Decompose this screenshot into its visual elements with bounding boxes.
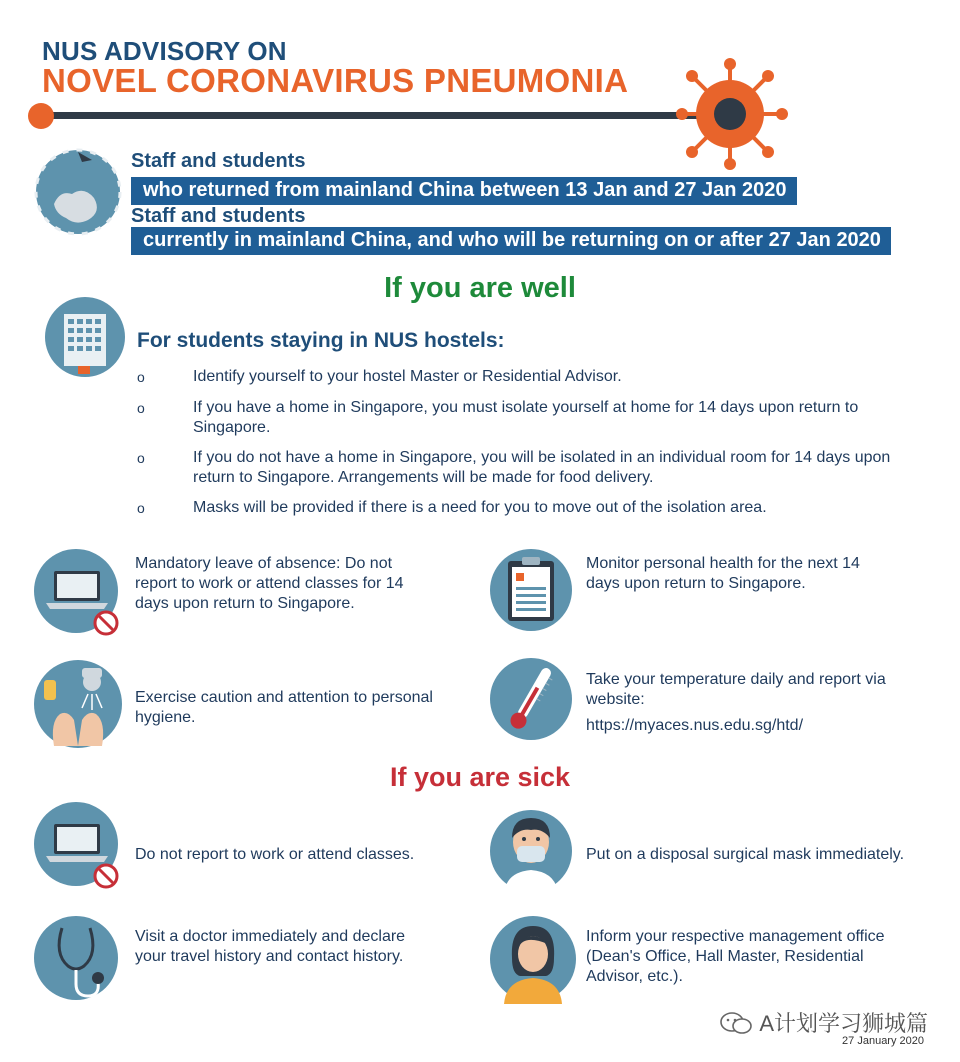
well-item-3-text: Exercise caution and attention to personal hygiene. [135,689,433,726]
well-item-2-text: Monitor personal health for the next 14 days upon return to Singapore. [586,555,860,592]
audience-2-detail: currently in mainland China, and who will be returning on or after 27 Jan 2020 [131,227,891,255]
bullet-mark: o [137,369,145,385]
audience-1-title: Staff and students [131,150,306,172]
laptop-no-icon [32,800,124,892]
masked-person-icon [488,808,574,894]
sick-item-3-text: Visit a doctor immediately and declare your travel history and contact history. [135,928,406,965]
well-heading: If you are well [384,272,576,304]
hostel-heading: For students staying in NUS hostels: [137,329,505,352]
temperature-report-link[interactable]: https://myaces.nus.edu.sg/htd/ [586,717,804,734]
hostel-bullet-3: If you do not have a home in Singapore, you will be isolated in an individual room for 14 days upon return to Singapore. Arrangements will be made for food delivery. [193,449,891,486]
hostel-bullet-1: Identify yourself to your hostel Master or Residential Advisor. [193,368,622,385]
bullet-mark: o [137,400,145,416]
thermometer-icon [488,656,574,742]
virus-icon [670,52,790,176]
office-person-icon [488,914,578,1004]
bullet-mark: o [137,500,145,516]
wechat-icon [719,1011,753,1035]
watermark [719,1007,928,1038]
hostel-bullet-4: Masks will be provided if there is a need for you to move out of the isolation area. [193,499,767,516]
sick-item-4-text: Inform your respective management office (Dean's Office, Hall Master, Residential Advisor, etc.). [586,928,885,985]
sick-heading: If you are sick [389,762,571,792]
advisory-date: 27 January 2020 [842,1035,924,1047]
clipboard-icon [488,547,574,633]
audience-1-detail: who returned from mainland China between 13 Jan and 27 Jan 2020 [131,177,797,205]
hostel-bullet-2: If you have a home in Singapore, you must isolate yourself at home for 14 days upon return to Singapore. [193,399,859,436]
globe-plane-icon [32,146,124,236]
watermark-text: A计划学习狮城篇 [759,1011,928,1036]
advisory-title-line1: NUS ADVISORY ON [42,36,287,66]
advisory-title-line2: NOVEL CORONAVIRUS PNEUMONIA [42,62,629,99]
sick-item-2-text: Put on a disposal surgical mask immediately. [586,846,905,863]
header-divider [42,112,732,119]
well-item-1-text: Mandatory leave of absence: Do not report to work or attend classes for 14 days upon return to Singapore. [135,555,404,612]
header-dot [28,103,54,129]
stethoscope-icon [32,914,124,1006]
well-item-4-text: Take your temperature daily and report via website: [586,671,886,708]
sick-item-1-text: Do not report to work or attend classes. [135,846,415,863]
bullet-mark: o [137,450,145,466]
audience-2-title: Staff and students [131,205,306,227]
handwash-icon [32,658,124,750]
hostel-building-icon [44,296,126,378]
laptop-no-icon [32,547,124,639]
